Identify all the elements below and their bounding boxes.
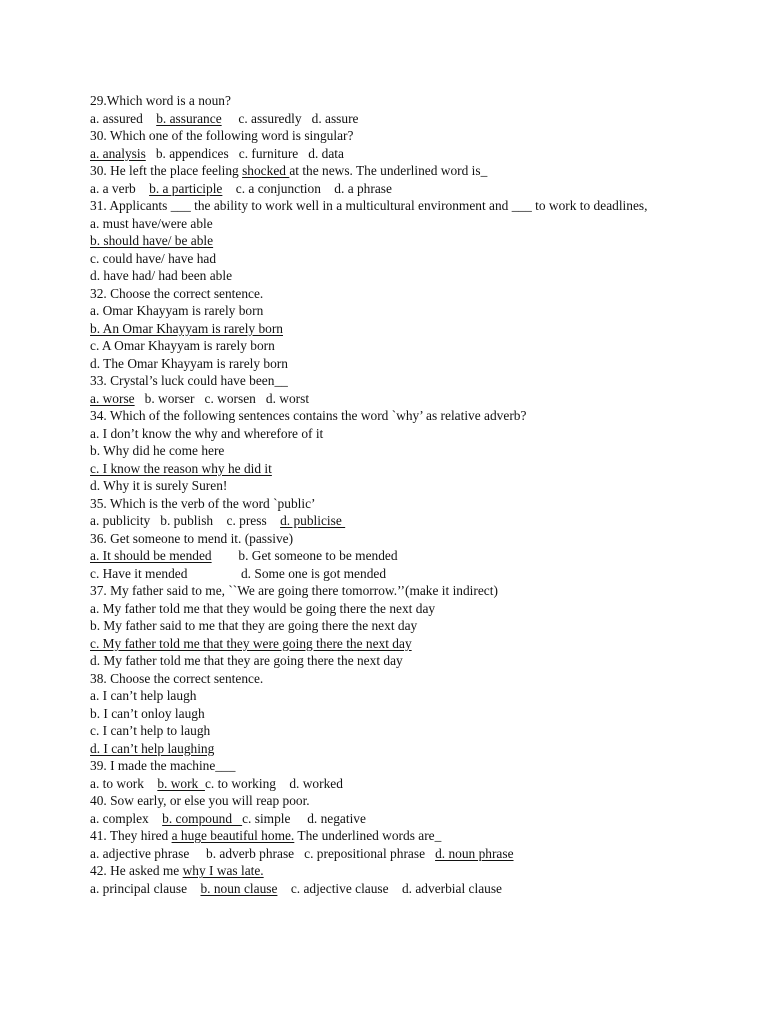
text-line	[90, 460, 750, 478]
text-segment: b. I can’t onloy laugh	[90, 705, 205, 721]
underlined-answer: c. I know the reason why he did it	[90, 460, 272, 476]
text-line	[90, 775, 750, 793]
text-line	[90, 425, 750, 443]
underlined-answer: b. assurance	[156, 110, 222, 126]
text-line	[90, 512, 750, 530]
text-line	[90, 600, 750, 618]
underlined-answer: d. I can’t help laughing	[90, 740, 215, 756]
text-line	[90, 617, 750, 635]
text-line	[90, 670, 750, 688]
text-segment: b. My father said to me that they are going there the next day	[90, 618, 418, 633]
text-segment: 31. Applicants ___ the ability to work well in a multicultural environment and ___ to work to deadlines,	[90, 198, 648, 213]
underlined-answer: d. publicise	[280, 513, 346, 528]
text-line	[90, 792, 750, 810]
text-line	[90, 845, 750, 863]
text-segment: c. a conjunction d. a phrase	[222, 180, 392, 196]
text-segment: a. My father told me that they would be going there the next day	[90, 600, 436, 616]
underlined-answer: b. compound	[162, 810, 243, 826]
text-segment: 32. Choose the correct sentence.	[90, 285, 264, 301]
text-segment: a. must have/were able	[90, 215, 213, 231]
text-segment: 36. Get someone to mend it. (passive)	[90, 530, 294, 546]
text-line	[90, 477, 750, 495]
text-segment: d. Why it is surely Suren!	[90, 478, 228, 493]
text-segment: d. My father told me that they are going there the next day	[90, 653, 403, 668]
text-segment: c. I can’t help to laugh	[90, 723, 211, 738]
text-line	[90, 390, 750, 408]
text-line	[90, 862, 750, 880]
text-segment: a. publicity b. publish c. press	[90, 513, 281, 528]
text-line	[90, 635, 750, 653]
text-segment: a. assured	[90, 110, 157, 126]
text-segment: a. I don’t know the why and wherefore of it	[90, 425, 324, 441]
text-segment: c. assuredly d. assure	[221, 110, 359, 126]
text-segment: 33. Crystal’s luck could have been__	[90, 373, 288, 388]
underlined-answer: c. My father told me that they were going there the next day	[90, 635, 412, 651]
text-line	[90, 705, 750, 723]
text-line	[90, 740, 750, 758]
text-segment: b. appendices c. furniture d. data	[145, 145, 344, 161]
underlined-answer: why I was late.	[182, 863, 264, 878]
underlined-answer: a. worse	[90, 390, 135, 406]
text-line	[90, 250, 750, 268]
text-segment: 29.Which word is a noun?	[90, 93, 231, 108]
text-line	[90, 880, 750, 898]
text-segment: a. Omar Khayyam is rarely born	[90, 303, 264, 318]
text-segment: c. to working d. worked	[204, 775, 343, 791]
text-line	[90, 722, 750, 740]
text-segment: c. adjective clause d. adverbial clause	[277, 880, 502, 896]
underlined-answer: a huge beautiful home.	[171, 828, 295, 843]
text-line	[90, 110, 750, 128]
text-segment: b. Why did he come here	[90, 443, 225, 458]
text-line	[90, 565, 750, 583]
text-line	[90, 337, 750, 355]
text-line	[90, 215, 750, 233]
text-line	[90, 687, 750, 705]
text-segment: b. worser c. worsen d. worst	[134, 390, 310, 406]
text-line	[90, 442, 750, 460]
text-line	[90, 302, 750, 320]
text-line	[90, 162, 750, 180]
text-line	[90, 530, 750, 548]
text-segment: 30. Which one of the following word is singular?	[90, 128, 354, 143]
text-segment: c. A Omar Khayyam is rarely born	[90, 338, 275, 353]
text-segment: 39. I made the machine___	[90, 758, 236, 773]
underlined-answer: b. should have/ be able	[90, 233, 214, 248]
text-line	[90, 197, 750, 215]
text-segment: c. could have/ have had	[90, 250, 217, 266]
underlined-answer: a. analysis	[90, 145, 146, 161]
text-segment: 38. Choose the correct sentence.	[90, 670, 264, 686]
underlined-answer: a. It should be mended	[90, 548, 212, 563]
text-segment: 41. They hired	[90, 828, 172, 843]
text-line	[90, 652, 750, 670]
text-segment: c. Have it mended d. Some one is got mended	[90, 565, 387, 581]
text-line	[90, 180, 750, 198]
text-line	[90, 582, 750, 600]
text-line	[90, 757, 750, 775]
text-line	[90, 355, 750, 373]
underlined-answer: b. noun clause	[200, 880, 278, 896]
underlined-answer: shocked	[242, 163, 290, 178]
text-segment: d. have had/ had been able	[90, 268, 233, 283]
text-segment: a. principal clause	[90, 880, 201, 896]
text-segment: The underlined words are_	[294, 828, 442, 843]
text-segment: a. to work	[90, 775, 158, 791]
underlined-answer: b. a participle	[149, 180, 223, 196]
text-line	[90, 232, 750, 250]
underlined-answer: b. An Omar Khayyam is rarely born	[90, 320, 283, 336]
text-line	[90, 320, 750, 338]
text-segment: 35. Which is the verb of the word `public’	[90, 495, 316, 511]
text-segment: b. Get someone to be mended	[211, 548, 398, 563]
text-line	[90, 547, 750, 565]
text-line	[90, 495, 750, 513]
text-line	[90, 127, 750, 145]
quiz-text	[90, 92, 750, 897]
text-line	[90, 145, 750, 163]
text-segment: a. a verb	[90, 180, 150, 196]
text-line	[90, 810, 750, 828]
text-segment: d. The Omar Khayyam is rarely born	[90, 355, 288, 371]
text-segment: 34. Which of the following sentences contains the word `why’ as relative adverb?	[90, 408, 527, 423]
text-line	[90, 92, 750, 110]
text-segment: 37. My father said to me, ``We are going there tomorrow.’’(make it indirect)	[90, 583, 498, 598]
text-line	[90, 267, 750, 285]
text-line	[90, 372, 750, 390]
text-segment: 30. He left the place feeling	[90, 163, 243, 178]
text-segment: 42. He asked me	[90, 863, 183, 878]
underlined-answer: d. noun phrase	[435, 845, 514, 861]
text-line	[90, 407, 750, 425]
text-segment: a. adjective phrase b. adverb phrase c. prepositional phrase	[90, 845, 436, 861]
text-segment: a. I can’t help laugh	[90, 688, 197, 703]
text-segment: a. complex	[90, 810, 163, 826]
text-segment: at the news. The underlined word is_	[289, 163, 488, 178]
text-segment: c. simple d. negative	[242, 810, 366, 826]
text-line	[90, 285, 750, 303]
text-segment: 40. Sow early, or else you will reap poor.	[90, 793, 310, 808]
underlined-answer: b. work	[157, 775, 205, 791]
text-line	[90, 827, 750, 845]
